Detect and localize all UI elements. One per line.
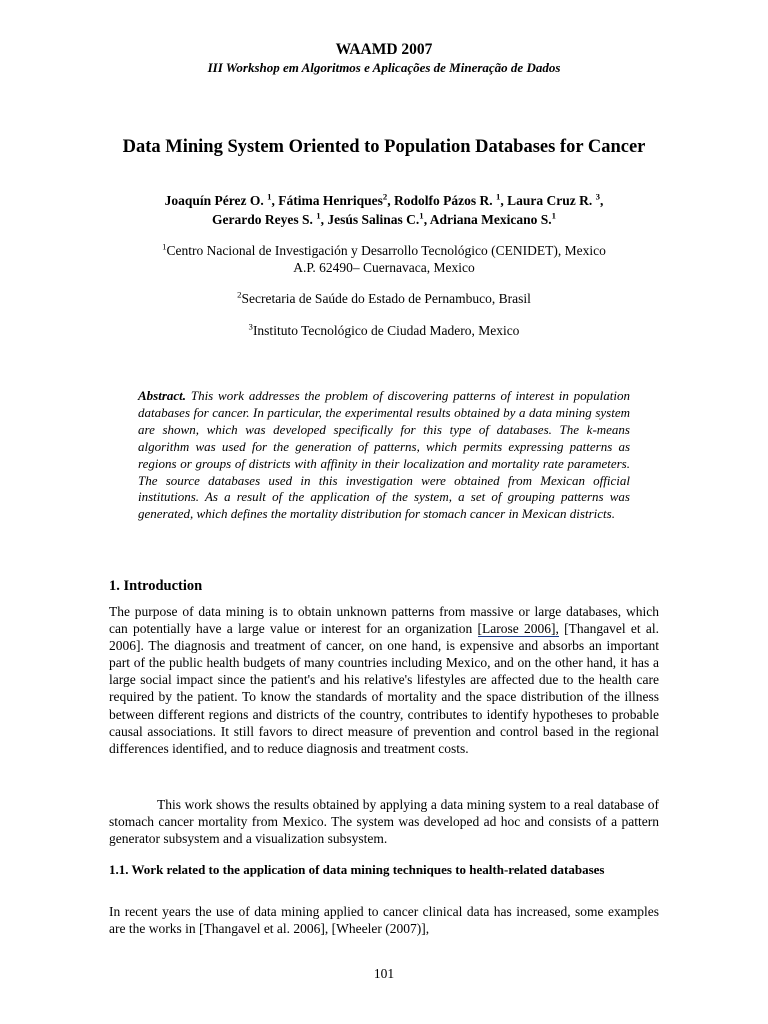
author-affiliation-marker: 1 xyxy=(551,210,556,221)
author-name: Adriana Mexicano S. xyxy=(429,212,552,227)
author-line-1 xyxy=(100,191,668,210)
affiliation-marker: 2 xyxy=(237,289,242,300)
affiliation-address: A.P. 62490– Cuernavaca, Mexico xyxy=(293,260,475,275)
author-separator: , xyxy=(600,193,604,208)
author-name: Laura Cruz R. xyxy=(507,193,596,208)
author-affiliation-marker: 3 xyxy=(595,191,601,202)
paper-title: Data Mining System Oriented to Population Databases for Cancer xyxy=(122,137,646,157)
author-separator: , xyxy=(387,193,394,208)
author-affiliation-marker: 1 xyxy=(267,191,272,202)
author-separator: , xyxy=(500,193,508,208)
author-affiliation-marker: 1 xyxy=(496,191,501,202)
author-affiliation-marker: 2 xyxy=(382,191,388,202)
author-name: Gerardo Reyes S. xyxy=(212,212,317,227)
related-work-paragraph-1: In recent years the use of data mining applied to cancer clinical data has increased, some examples are the works in [Thangavel et al. 2006], [Wheeler (2007)], xyxy=(109,904,659,937)
affiliation-marker: 1 xyxy=(162,241,167,252)
subsection-heading-related-work: 1.1. Work related to the application of data mining techniques to health-related databases xyxy=(109,862,605,877)
citation-link-larose[interactable]: [Larose 2006], xyxy=(477,621,559,637)
affiliation-text: Instituto Tecnológico de Ciudad Madero, Mexico xyxy=(252,323,520,338)
author-separator: , xyxy=(423,212,430,227)
author-affiliation-marker: 1 xyxy=(419,210,424,221)
author-name: Joaquín Pérez O. xyxy=(164,193,268,208)
workshop-title: WAAMD 2007 xyxy=(335,41,433,58)
workshop-subtitle: III Workshop em Algoritmos e Aplicações de Mineração de Dados xyxy=(207,60,561,75)
page-number: 101 xyxy=(373,966,395,981)
author-name: Fátima Henriques xyxy=(278,193,383,208)
affiliation-1 xyxy=(80,242,688,276)
author-name: Jesús Salinas C. xyxy=(327,212,420,227)
paragraph-text: The purpose of data mining is to obtain unknown patterns from massive or large databases, which can potentially have a large value or interest for an organization xyxy=(109,604,659,637)
abstract-label: Abstract. xyxy=(138,388,187,403)
affiliation-text: Centro Nacional de Investigación y Desarrollo Tecnológico (CENIDET), Mexico xyxy=(166,243,606,258)
affiliation-marker: 3 xyxy=(248,321,253,332)
affiliation-3 xyxy=(80,322,688,339)
affiliation-2 xyxy=(80,290,688,307)
intro-paragraph-1 xyxy=(109,603,659,757)
intro-paragraph-2: This work shows the results obtained by applying a data mining system to a real database of stomach cancer mortality from Mexico. The system was developed ad hoc and consists of a pattern generator subsystem and a visualization subsystem. xyxy=(109,797,659,847)
author-separator: , xyxy=(271,193,279,208)
paragraph-text: [Thangavel et al. 2006]. The diagnosis and treatment of cancer, on one hand, is expensive and absorbs an important part of the public health budgets of many countries including Mexico, and on the other hand, it has a large social impact since the patient's and his relative's lifestyles are affected due to the health care required by the patient. To know the standards of mortality and the space distribution of the illness between different regions and districts of the country, contributes to identify hypotheses to probable causal associations. It still favors to direct measure of prevention and control based in the regional differences identified, and to reduce diagnosis and treatment costs. xyxy=(109,621,659,756)
author-separator: , xyxy=(320,212,328,227)
author-line-2 xyxy=(100,210,668,229)
abstract xyxy=(138,388,630,523)
author-list xyxy=(100,191,668,229)
author-affiliation-marker: 1 xyxy=(316,210,321,221)
author-name: Rodolfo Pázos R. xyxy=(394,193,496,208)
section-heading-introduction: 1. Introduction xyxy=(109,578,203,594)
affiliation-text: Secretaria de Saúde do Estado de Pernambuco, Brasil xyxy=(241,291,531,306)
abstract-text: This work addresses the problem of discovering patterns of interest in population databases for cancer. In particular, the experimental results obtained by a data mining system are shown, which was developed specifically for this type of databases. The k-means algorithm was used for the generation of patterns, which permits expressing patterns as regions or groups of districts with affinity in their localization and mortality rate parameters. The source databases used in this investigation were obtained from Mexican official institutions. As a result of the application of the system, a set of grouping patterns was generated, which defines the mortality distribution for stomach cancer in Mexican districts. xyxy=(138,388,630,522)
